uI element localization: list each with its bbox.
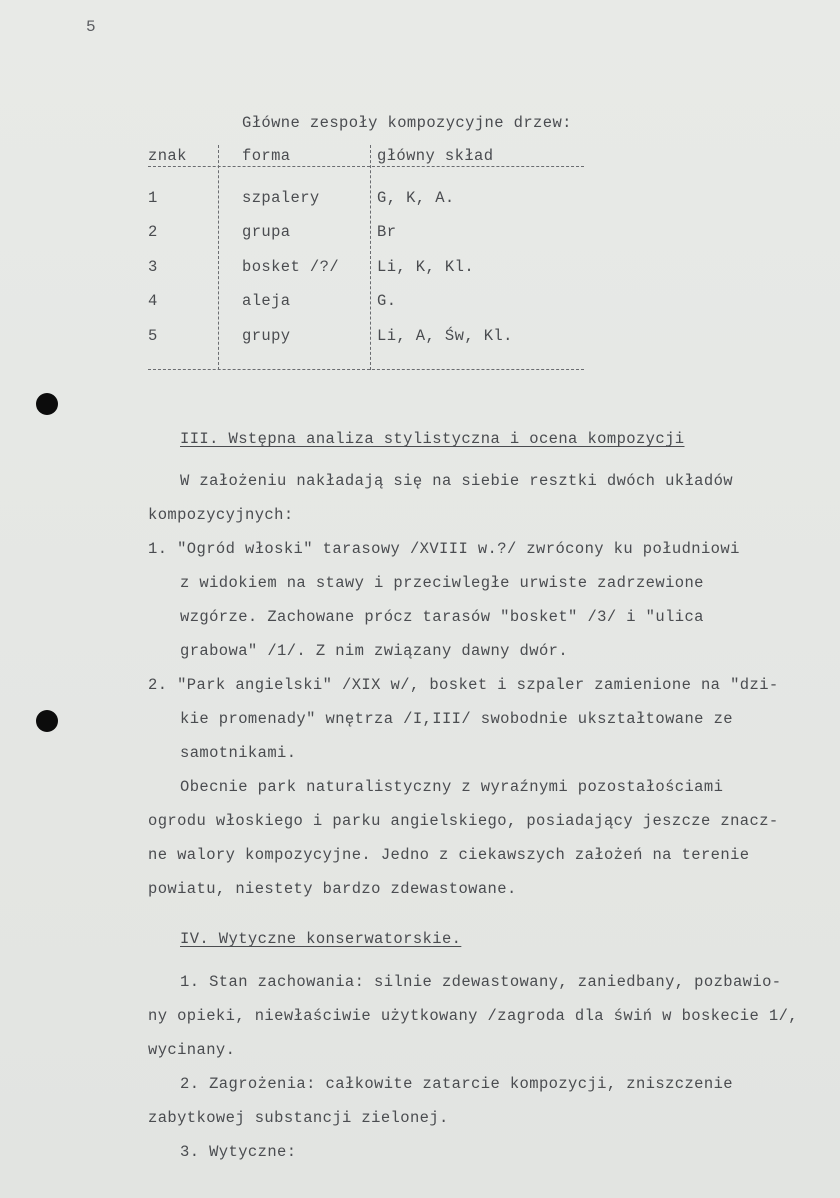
text-line: wzgórze. Zachowane prócz tarasów "bosket" /3/ i "ulica — [180, 608, 704, 626]
table-cell: bosket /?/ — [242, 258, 340, 276]
table-cell: 5 — [148, 327, 158, 345]
table-bottom-rule — [148, 369, 584, 370]
table-column-divider — [370, 145, 371, 370]
table-cell: aleja — [242, 292, 291, 310]
table-header-znak: znak — [148, 147, 187, 165]
table-cell: 2 — [148, 223, 158, 241]
text-line: 3. Wytyczne: — [180, 1143, 297, 1161]
text-line: 1. "Ogród włoski" tarasowy /XVIII w.?/ zwrócony ku południowi — [148, 540, 740, 558]
text-line: z widokiem na stawy i przeciwległe urwiste zadrzewione — [180, 574, 704, 592]
section-heading: IV. Wytyczne konserwatorskie. — [180, 930, 462, 948]
page-number: 5 — [86, 18, 96, 36]
text-line: ny opieki, niewłaściwie użytkowany /zagroda dla świń w boskecie 1/, — [148, 1007, 799, 1025]
text-line: W założeniu nakładają się na siebie resztki dwóch układów — [180, 472, 733, 490]
text-line: Obecnie park naturalistyczny z wyraźnymi pozostałościami — [180, 778, 724, 796]
punch-hole — [36, 710, 58, 732]
table-cell: 3 — [148, 258, 158, 276]
table-column-divider — [218, 145, 219, 370]
section-heading: III. Wstępna analiza stylistyczna i ocena kompozycji — [180, 430, 685, 448]
text-line: 2. "Park angielski" /XIX w/, bosket i szpaler zamienione na "dzi- — [148, 676, 779, 694]
text-line: wycinany. — [148, 1041, 236, 1059]
table-cell: 1 — [148, 189, 158, 207]
text-line: grabowa" /1/. Z nim związany dawny dwór. — [180, 642, 569, 660]
table-cell: G. — [377, 292, 397, 310]
text-line: kompozycyjnych: — [148, 506, 294, 524]
table-header-rule — [148, 166, 584, 167]
table-cell: grupa — [242, 223, 291, 241]
table-cell: grupy — [242, 327, 291, 345]
text-line: 1. Stan zachowania: silnie zdewastowany, zaniedbany, pozbawio- — [180, 973, 782, 991]
text-line: zabytkowej substancji zielonej. — [148, 1109, 449, 1127]
table-header-forma: forma — [242, 147, 291, 165]
text-line: 2. Zagrożenia: całkowite zatarcie kompozycji, zniszczenie — [180, 1075, 733, 1093]
table-cell: Br — [377, 223, 397, 241]
punch-hole — [36, 393, 58, 415]
text-line: powiatu, niestety bardzo zdewastowane. — [148, 880, 517, 898]
table-cell: szpalery — [242, 189, 320, 207]
table-cell: Li, K, Kl. — [377, 258, 475, 276]
text-line: samotnikami. — [180, 744, 297, 762]
table-cell: G, K, A. — [377, 189, 455, 207]
table-title: Główne zespoły kompozycyjne drzew: — [242, 114, 572, 132]
table-cell: Li, A, Św, Kl. — [377, 327, 513, 345]
text-line: ne walory kompozycyjne. Jedno z ciekawszych założeń na terenie — [148, 846, 750, 864]
table-header-sklad: główny skład — [377, 147, 494, 165]
text-line: ogrodu włoskiego i parku angielskiego, posiadający jeszcze znacz- — [148, 812, 779, 830]
text-line: kie promenady" wnętrza /I,III/ swobodnie ukształtowane ze — [180, 710, 733, 728]
table-cell: 4 — [148, 292, 158, 310]
